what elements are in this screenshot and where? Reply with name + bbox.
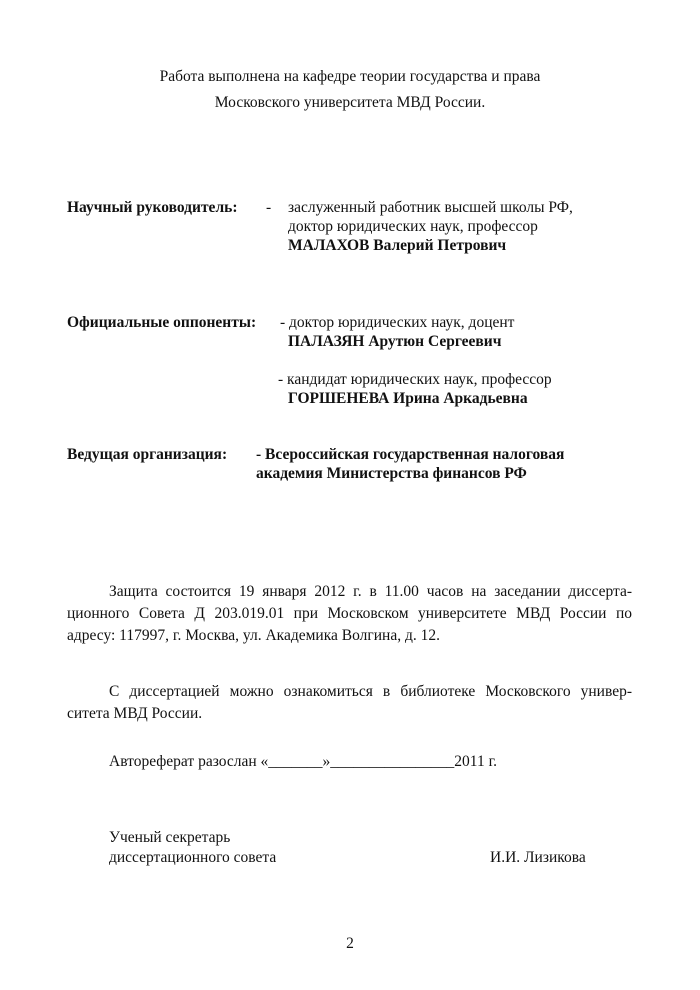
opponent-2-name: ГОРШЕНЕВА Ирина Аркадьевна xyxy=(288,390,528,407)
opponents-label: Официальные оппоненты: xyxy=(67,314,257,331)
secretary-name: И.И. Лизикова xyxy=(490,849,586,866)
mailing-date-line: Автореферат разослан «_______»________________2011 г. xyxy=(109,753,498,770)
library-line-1: С диссертацией можно ознакомиться в библиотеке Московского универ- xyxy=(109,683,632,700)
defense-line-3: адресу: 117997, г. Москва, ул. Академика Волгина, д. 12. xyxy=(67,627,440,644)
supervisor-label: Научный руководитель: xyxy=(67,199,238,216)
library-line-2: ситета МВД России. xyxy=(67,705,203,722)
supervisor-line-1: заслуженный работник высшей школы РФ, xyxy=(288,199,573,216)
leading-org-label: Ведущая организация: xyxy=(67,446,228,463)
opponent-1-name: ПАЛАЗЯН Арутюн Сергеевич xyxy=(288,333,502,350)
supervisor-name: МАЛАХОВ Валерий Петрович xyxy=(288,237,507,254)
defense-line-2: ционного Совета Д 203.019.01 при Московском университете МВД России по xyxy=(67,605,632,622)
leading-org-line-2: академия Министерства финансов РФ xyxy=(256,465,527,482)
secretary-title-line-2: диссертационного совета xyxy=(109,849,277,866)
secretary-title-line-1: Ученый секретарь xyxy=(109,829,231,846)
supervisor-line-2: доктор юридических наук, профессор xyxy=(288,218,538,235)
opponent-1-title: - доктор юридических наук, доцент xyxy=(280,314,515,331)
opponent-2-title: - кандидат юридических наук, профессор xyxy=(278,371,552,388)
header-line-1: Работа выполнена на кафедре теории государства и права xyxy=(159,68,541,85)
defense-line-1: Защита состоится 19 января 2012 г. в 11.00 часов на заседании диссерта- xyxy=(109,583,632,600)
leading-org-line-1: - Всероссийская государственная налоговая xyxy=(256,446,565,463)
header-line-2: Московского университета МВД России. xyxy=(214,94,486,111)
supervisor-dash: - xyxy=(266,199,272,216)
page-number: 2 xyxy=(346,935,354,952)
